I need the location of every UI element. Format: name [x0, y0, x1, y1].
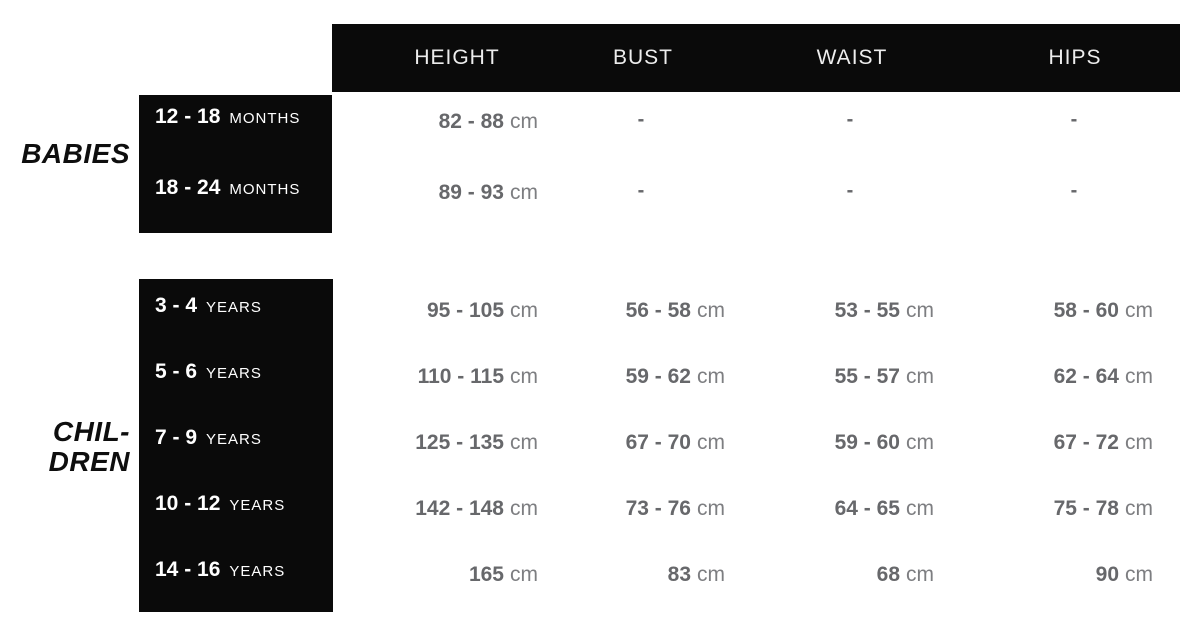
value-unit: cm [906, 299, 934, 322]
cell-bust [626, 299, 725, 323]
cell-hips [1054, 365, 1153, 389]
age-unit: YEARS [206, 431, 262, 448]
cell-waist [835, 497, 934, 521]
value-number: 75 - 78 [1053, 497, 1119, 520]
table-row-children-5-6 [0, 352, 1200, 392]
age-unit: YEARS [229, 563, 286, 580]
value-number: 165 [468, 563, 504, 586]
table-row-children-14-16 [0, 550, 1200, 590]
age-range: 7 - 9 [155, 426, 198, 449]
cell-height [418, 365, 538, 389]
value-unit: cm [510, 110, 538, 133]
table-row-children-7-9 [0, 418, 1200, 458]
value-unit: cm [510, 431, 538, 454]
group-label-babies [0, 139, 130, 169]
column-header-bust: BUST [612, 46, 674, 69]
cell-bust-empty: - [637, 179, 645, 202]
cell-waist-empty: - [846, 108, 854, 131]
cell-waist [835, 365, 934, 389]
age-unit: MONTHS [229, 110, 301, 127]
value-unit: cm [510, 563, 538, 586]
age-label [155, 426, 262, 450]
age-range: 10 - 12 [155, 492, 221, 515]
value-unit: cm [510, 181, 538, 204]
cell-height [427, 299, 538, 323]
value-unit: cm [906, 431, 934, 454]
value-number: 64 - 65 [834, 497, 900, 520]
age-range: 3 - 4 [155, 294, 198, 317]
value-number: 95 - 105 [426, 299, 504, 322]
age-range: 12 - 18 [155, 105, 221, 128]
value-unit: cm [906, 365, 934, 388]
value-number: 125 - 135 [415, 431, 504, 454]
cell-bust [668, 563, 725, 587]
cell-bust-empty: - [637, 108, 645, 131]
value-unit: cm [1125, 299, 1153, 322]
cell-height [415, 431, 538, 455]
cell-height [439, 110, 538, 134]
age-range: 5 - 6 [155, 360, 198, 383]
table-row-children-10-12 [0, 484, 1200, 524]
age-label [155, 360, 262, 384]
value-number: 67 - 72 [1053, 431, 1119, 454]
table-row-babies-12-18 [0, 97, 1200, 137]
cell-waist [877, 563, 934, 587]
column-header-hips: HIPS [1048, 46, 1102, 69]
age-unit: YEARS [206, 365, 262, 382]
cell-hips [1054, 497, 1153, 521]
age-range: 14 - 16 [155, 558, 221, 581]
value-number: 67 - 70 [625, 431, 691, 454]
value-number: 59 - 62 [625, 365, 691, 388]
age-label [155, 294, 262, 318]
cell-waist-empty: - [846, 179, 854, 202]
age-unit: YEARS [229, 497, 286, 514]
cell-height [439, 181, 538, 205]
cell-waist [835, 431, 934, 455]
table-row-babies-18-24 [0, 168, 1200, 208]
column-header-waist: WAIST [816, 46, 888, 69]
value-unit: cm [1125, 497, 1153, 520]
cell-height [469, 563, 538, 587]
age-label [155, 105, 300, 129]
cell-bust [626, 497, 725, 521]
value-number: 68 [876, 563, 900, 586]
value-unit: cm [1125, 431, 1153, 454]
value-unit: cm [906, 563, 934, 586]
value-unit: cm [1125, 365, 1153, 388]
value-unit: cm [697, 365, 725, 388]
value-number: 53 - 55 [834, 299, 900, 322]
value-unit: cm [697, 497, 725, 520]
column-header-height: HEIGHT [414, 46, 500, 69]
cell-height [415, 497, 538, 521]
group-label-line: CHIL- [52, 416, 130, 447]
value-number: 62 - 64 [1053, 365, 1119, 388]
cell-waist [835, 299, 934, 323]
value-unit: cm [510, 365, 538, 388]
value-unit: cm [906, 497, 934, 520]
value-number: 110 - 115 [417, 365, 504, 388]
value-number: 59 - 60 [834, 431, 900, 454]
value-unit: cm [697, 431, 725, 454]
age-unit: MONTHS [229, 181, 301, 198]
group-label-line: DREN [48, 446, 130, 477]
age-unit: YEARS [206, 299, 262, 316]
value-number: 89 - 93 [438, 181, 504, 204]
value-number: 73 - 76 [625, 497, 691, 520]
value-number: 55 - 57 [834, 365, 900, 388]
table-header [332, 24, 1180, 92]
age-label [155, 176, 300, 200]
table-row-children-3-4 [0, 286, 1200, 326]
age-label [155, 492, 285, 516]
value-number: 56 - 58 [625, 299, 691, 322]
cell-bust [626, 431, 725, 455]
cell-hips [1054, 299, 1153, 323]
value-number: 82 - 88 [438, 110, 504, 133]
value-unit: cm [1125, 563, 1153, 586]
age-label [155, 558, 285, 582]
value-unit: cm [697, 563, 725, 586]
value-unit: cm [510, 497, 538, 520]
cell-hips [1054, 431, 1153, 455]
value-unit: cm [510, 299, 538, 322]
value-number: 83 [667, 563, 691, 586]
value-number: 90 [1095, 563, 1119, 586]
value-unit: cm [697, 299, 725, 322]
cell-hips-empty: - [1070, 108, 1078, 131]
value-number: 142 - 148 [415, 497, 504, 520]
cell-hips [1096, 563, 1153, 587]
value-number: 58 - 60 [1053, 299, 1119, 322]
cell-hips-empty: - [1070, 179, 1078, 202]
cell-bust [626, 365, 725, 389]
group-label-line: BABIES [21, 138, 130, 169]
age-range: 18 - 24 [155, 176, 221, 199]
